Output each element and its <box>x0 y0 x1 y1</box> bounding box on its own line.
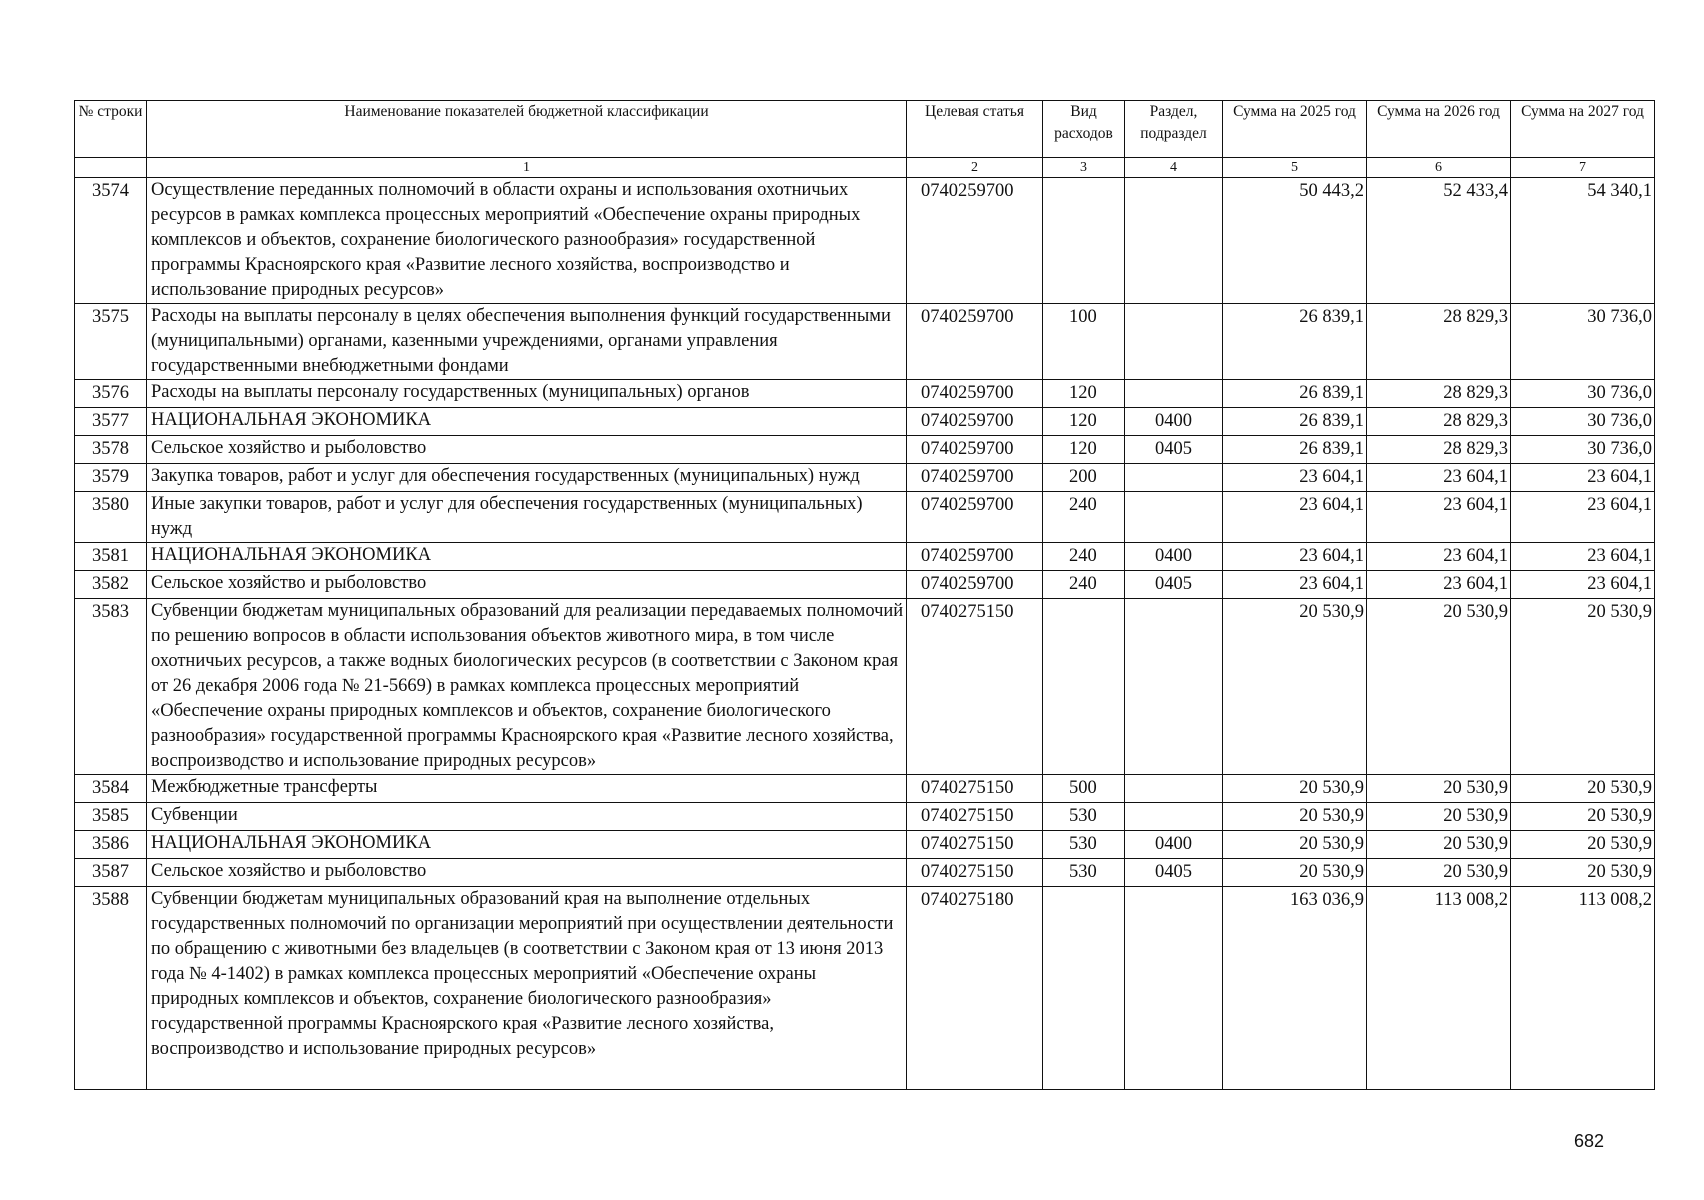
indicator-name-cell: Иные закупки товаров, работ и услуг для обеспечения государственных (муниципальных) нужд <box>147 492 907 543</box>
section-cell: 0400 <box>1125 408 1223 436</box>
row-number-cell: 3579 <box>75 464 147 492</box>
sum-2027-cell: 20 530,9 <box>1511 831 1655 859</box>
expense-type-cell: 100 <box>1043 304 1125 380</box>
sum-2025-cell: 20 530,9 <box>1223 831 1367 859</box>
table-row <box>75 436 1655 464</box>
column-number-cell: 4 <box>1125 158 1223 178</box>
sum-2026-cell: 20 530,9 <box>1367 859 1511 887</box>
target-article-cell: 0740259700 <box>907 492 1043 543</box>
header-cell: Раздел, подраздел <box>1125 101 1223 158</box>
sum-2026-cell: 23 604,1 <box>1367 492 1511 543</box>
header-cell: Целевая статья <box>907 101 1043 158</box>
expense-type-cell: 240 <box>1043 492 1125 543</box>
table-row <box>75 831 1655 859</box>
row-number-cell: 3574 <box>75 178 147 304</box>
table-row <box>75 859 1655 887</box>
indicator-name-cell: Закупка товаров, работ и услуг для обеспечения государственных (муниципальных) нужд <box>147 464 907 492</box>
target-article-cell: 0740259700 <box>907 543 1043 571</box>
target-article-cell: 0740259700 <box>907 304 1043 380</box>
column-number-cell: 2 <box>907 158 1043 178</box>
indicator-name-cell: Сельское хозяйство и рыболовство <box>147 436 907 464</box>
header-cell: Сумма на 2025 год <box>1223 101 1367 158</box>
row-number-cell: 3581 <box>75 543 147 571</box>
expense-type-cell <box>1043 887 1125 1090</box>
header-cell: Сумма на 2026 год <box>1367 101 1511 158</box>
sum-2025-cell: 23 604,1 <box>1223 492 1367 543</box>
section-cell <box>1125 304 1223 380</box>
header-cell: Сумма на 2027 год <box>1511 101 1655 158</box>
sum-2025-cell: 23 604,1 <box>1223 464 1367 492</box>
section-cell <box>1125 464 1223 492</box>
expense-type-cell: 200 <box>1043 464 1125 492</box>
sum-2027-cell: 113 008,2 <box>1511 887 1655 1090</box>
column-number-cell: 1 <box>147 158 907 178</box>
row-number-cell: 3585 <box>75 803 147 831</box>
row-number-cell: 3583 <box>75 599 147 775</box>
sum-2025-cell: 20 530,9 <box>1223 859 1367 887</box>
sum-2026-cell: 28 829,3 <box>1367 408 1511 436</box>
table-row <box>75 304 1655 380</box>
sum-2027-cell: 54 340,1 <box>1511 178 1655 304</box>
expense-type-cell: 530 <box>1043 803 1125 831</box>
sum-2026-cell: 23 604,1 <box>1367 543 1511 571</box>
sum-2026-cell: 20 530,9 <box>1367 775 1511 803</box>
row-number-cell: 3588 <box>75 887 147 1090</box>
sum-2025-cell: 23 604,1 <box>1223 543 1367 571</box>
target-article-cell: 0740259700 <box>907 436 1043 464</box>
sum-2026-cell: 28 829,3 <box>1367 380 1511 408</box>
indicator-name-cell: Осуществление переданных полномочий в области охраны и использования охотничьих ресурсов в рамках комплекса процессных мероприятий «Обеспечение охраны природных комплексов и объектов, сохранение биологического разнообразия» государственной программы Красноярского края «Развитие лесного хозяйства, воспроизводство и использование природных ресурсов» <box>147 178 907 304</box>
sum-2026-cell: 20 530,9 <box>1367 803 1511 831</box>
indicator-name-cell: НАЦИОНАЛЬНАЯ ЭКОНОМИКА <box>147 831 907 859</box>
sum-2026-cell: 23 604,1 <box>1367 571 1511 599</box>
row-number-cell: 3586 <box>75 831 147 859</box>
table-row <box>75 464 1655 492</box>
sum-2027-cell: 23 604,1 <box>1511 543 1655 571</box>
target-article-cell: 0740275150 <box>907 831 1043 859</box>
sum-2025-cell: 26 839,1 <box>1223 380 1367 408</box>
sum-2027-cell: 20 530,9 <box>1511 599 1655 775</box>
expense-type-cell: 120 <box>1043 408 1125 436</box>
target-article-cell: 0740275150 <box>907 803 1043 831</box>
sum-2025-cell: 50 443,2 <box>1223 178 1367 304</box>
table-row <box>75 178 1655 304</box>
expense-type-cell: 530 <box>1043 831 1125 859</box>
sum-2025-cell: 20 530,9 <box>1223 803 1367 831</box>
indicator-name-cell: Субвенции <box>147 803 907 831</box>
header-row <box>75 101 1655 158</box>
section-cell <box>1125 887 1223 1090</box>
sum-2027-cell: 20 530,9 <box>1511 803 1655 831</box>
sum-2026-cell: 20 530,9 <box>1367 599 1511 775</box>
sum-2026-cell: 20 530,9 <box>1367 831 1511 859</box>
target-article-cell: 0740275150 <box>907 775 1043 803</box>
table-row <box>75 380 1655 408</box>
sum-2027-cell: 30 736,0 <box>1511 436 1655 464</box>
section-cell: 0405 <box>1125 436 1223 464</box>
sum-2025-cell: 163 036,9 <box>1223 887 1367 1090</box>
sum-2027-cell: 20 530,9 <box>1511 859 1655 887</box>
budget-table <box>74 100 1655 1090</box>
column-number-cell: 5 <box>1223 158 1367 178</box>
target-article-cell: 0740259700 <box>907 380 1043 408</box>
target-article-cell: 0740275180 <box>907 887 1043 1090</box>
sum-2026-cell: 28 829,3 <box>1367 436 1511 464</box>
indicator-name-cell: Сельское хозяйство и рыболовство <box>147 859 907 887</box>
target-article-cell: 0740275150 <box>907 859 1043 887</box>
sum-2027-cell: 23 604,1 <box>1511 571 1655 599</box>
table-row <box>75 543 1655 571</box>
sum-2025-cell: 26 839,1 <box>1223 304 1367 380</box>
row-number-cell: 3578 <box>75 436 147 464</box>
section-cell <box>1125 380 1223 408</box>
sum-2025-cell: 20 530,9 <box>1223 775 1367 803</box>
expense-type-cell: 240 <box>1043 571 1125 599</box>
sum-2025-cell: 26 839,1 <box>1223 408 1367 436</box>
expense-type-cell: 530 <box>1043 859 1125 887</box>
table-row <box>75 803 1655 831</box>
sum-2027-cell: 23 604,1 <box>1511 492 1655 543</box>
section-cell <box>1125 178 1223 304</box>
sum-2025-cell: 20 530,9 <box>1223 599 1367 775</box>
indicator-name-cell: Межбюджетные трансферты <box>147 775 907 803</box>
section-cell <box>1125 492 1223 543</box>
expense-type-cell <box>1043 178 1125 304</box>
expense-type-cell: 120 <box>1043 436 1125 464</box>
sum-2027-cell: 30 736,0 <box>1511 304 1655 380</box>
expense-type-cell: 120 <box>1043 380 1125 408</box>
target-article-cell: 0740259700 <box>907 464 1043 492</box>
sum-2027-cell: 30 736,0 <box>1511 380 1655 408</box>
section-cell <box>1125 775 1223 803</box>
page-number: 682 <box>1574 1131 1605 1151</box>
sum-2026-cell: 113 008,2 <box>1367 887 1511 1090</box>
sum-2026-cell: 23 604,1 <box>1367 464 1511 492</box>
sum-2026-cell: 52 433,4 <box>1367 178 1511 304</box>
sum-2025-cell: 26 839,1 <box>1223 436 1367 464</box>
indicator-name-cell: НАЦИОНАЛЬНАЯ ЭКОНОМИКА <box>147 408 907 436</box>
section-cell: 0405 <box>1125 859 1223 887</box>
row-number-cell: 3576 <box>75 380 147 408</box>
table-row <box>75 408 1655 436</box>
row-number-cell: 3577 <box>75 408 147 436</box>
table-row <box>75 775 1655 803</box>
indicator-name-cell: Субвенции бюджетам муниципальных образований для реализации передаваемых полномочий по решению вопросов в области использования объектов животного мира, в том числе охотничьих ресурсов, а также водных биологических ресурсов (в соответствии с Законом края от 26 декабря 2006 года № 21-5669) в рамках комплекса процессных мероприятий «Обеспечение охраны природных комплексов и объектов, сохранение биологического разнообразия» государственной программы Красноярского края «Развитие лесного хозяйства, воспроизводство и использование природных ресурсов» <box>147 599 907 775</box>
table-body <box>75 178 1655 1090</box>
indicator-name-cell: Расходы на выплаты персоналу государственных (муниципальных) органов <box>147 380 907 408</box>
expense-type-cell <box>1043 599 1125 775</box>
expense-type-cell: 240 <box>1043 543 1125 571</box>
section-cell: 0400 <box>1125 543 1223 571</box>
indicator-name-cell: НАЦИОНАЛЬНАЯ ЭКОНОМИКА <box>147 543 907 571</box>
expense-type-cell: 500 <box>1043 775 1125 803</box>
sum-2025-cell: 23 604,1 <box>1223 571 1367 599</box>
table-row <box>75 492 1655 543</box>
row-number-cell: 3575 <box>75 304 147 380</box>
row-number-cell: 3584 <box>75 775 147 803</box>
indicator-name-cell: Субвенции бюджетам муниципальных образований края на выполнение отдельных государственных полномочий по организации мероприятий при осуществлении деятельности по обращению с животными без владельцев (в соответствии с Законом края от 13 июня 2013 года № 4-1402) в рамках комплекса процессных мероприятий «Обеспечение охраны природных комплексов и объектов, сохранение биологического разнообразия» государственной программы Красноярского края «Развитие лесного хозяйства, воспроизводство и использование природных ресурсов» <box>147 887 907 1090</box>
column-number-row <box>75 158 1655 178</box>
table-row <box>75 887 1655 1090</box>
section-cell <box>1125 599 1223 775</box>
table-row <box>75 599 1655 775</box>
column-number-cell: 3 <box>1043 158 1125 178</box>
section-cell: 0400 <box>1125 831 1223 859</box>
indicator-name-cell: Расходы на выплаты персоналу в целях обеспечения выполнения функций государственными (муниципальными) органами, казенными учреждениями, органами управления государственными внебюджетными фондами <box>147 304 907 380</box>
column-number-cell: 7 <box>1511 158 1655 178</box>
target-article-cell: 0740275150 <box>907 599 1043 775</box>
sum-2027-cell: 30 736,0 <box>1511 408 1655 436</box>
indicator-name-cell: Сельское хозяйство и рыболовство <box>147 571 907 599</box>
sum-2026-cell: 28 829,3 <box>1367 304 1511 380</box>
table-row <box>75 571 1655 599</box>
target-article-cell: 0740259700 <box>907 571 1043 599</box>
target-article-cell: 0740259700 <box>907 178 1043 304</box>
sum-2027-cell: 23 604,1 <box>1511 464 1655 492</box>
sum-2027-cell: 20 530,9 <box>1511 775 1655 803</box>
column-number-cell: 6 <box>1367 158 1511 178</box>
target-article-cell: 0740259700 <box>907 408 1043 436</box>
header-cell: № строки <box>75 101 147 158</box>
row-number-cell: 3587 <box>75 859 147 887</box>
column-number-cell <box>75 158 147 178</box>
header-cell: Наименование показателей бюджетной классификации <box>147 101 907 158</box>
row-number-cell: 3582 <box>75 571 147 599</box>
row-number-cell: 3580 <box>75 492 147 543</box>
header-cell: Вид расходов <box>1043 101 1125 158</box>
section-cell: 0405 <box>1125 571 1223 599</box>
section-cell <box>1125 803 1223 831</box>
